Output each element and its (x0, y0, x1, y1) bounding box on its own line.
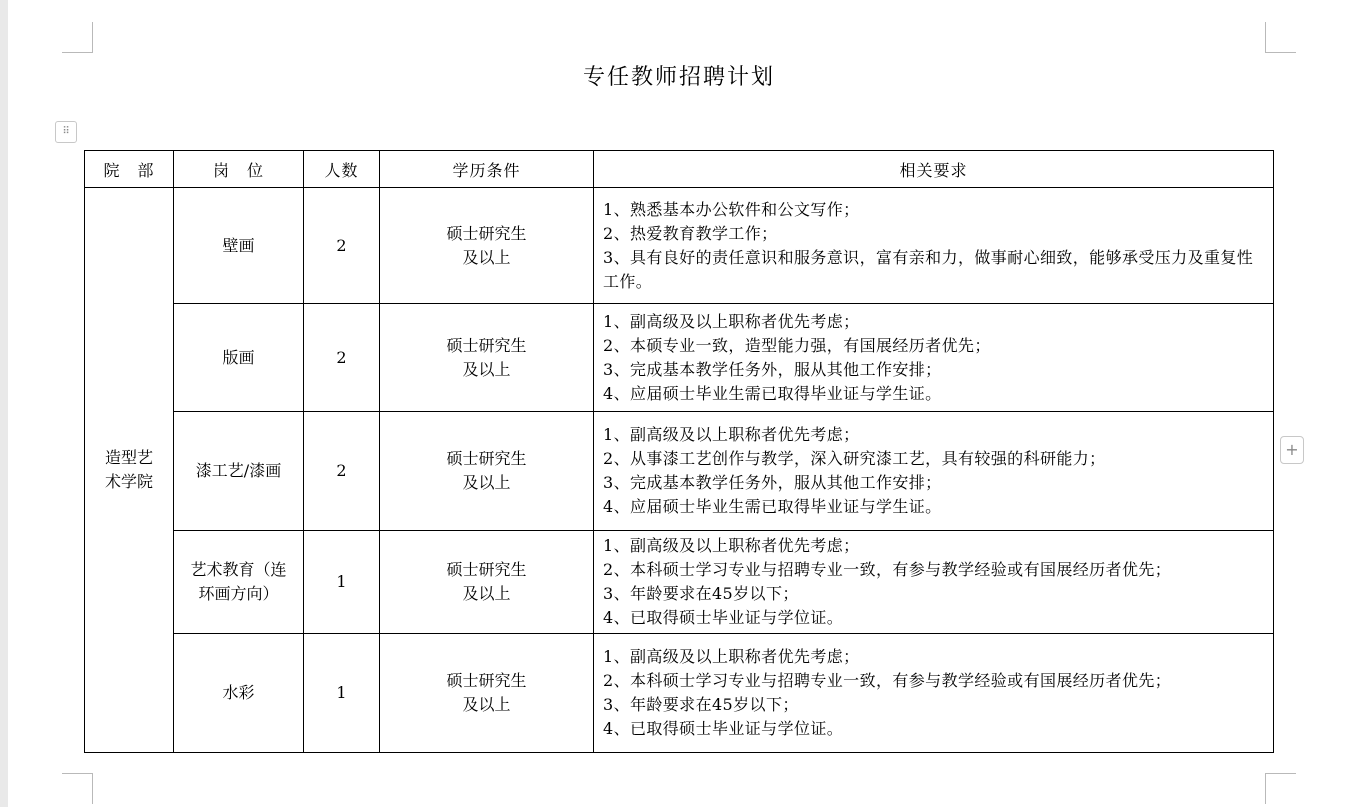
requirement-item: 2、本科硕士学习专业与招聘专业一致，有参与教学经验或有国展经历者优先； (603, 560, 1172, 579)
requirement-item: 1、副高级及以上职称者优先考虑； (603, 425, 860, 444)
page-corner-mark-top-left (62, 22, 93, 53)
table-header-row (85, 151, 1274, 188)
document-title: 专任教师招聘计划 (582, 65, 775, 90)
count-cell[interactable]: 1 (304, 634, 380, 753)
requirement-item: 4、应届硕士毕业生需已取得毕业证与学生证。 (603, 383, 942, 403)
requirements-cell[interactable] (594, 304, 1274, 412)
table-row (85, 634, 1274, 753)
education-cell[interactable] (380, 188, 594, 304)
requirement-item: 2、本科硕士学习专业与招聘专业一致，有参与教学经验或有国展经历者优先； (603, 671, 1172, 690)
requirement-item: 1、熟悉基本办公软件和公文写作； (603, 199, 860, 219)
education-line: 硕士研究生 (446, 560, 527, 579)
add-column-button[interactable]: + (1280, 436, 1304, 464)
position-cell[interactable]: 艺术教育（连环画方向） (174, 531, 304, 634)
requirement-item: 4、已取得硕士毕业证与学位证。 (603, 719, 844, 738)
requirements-cell[interactable] (594, 634, 1274, 753)
position-cell[interactable]: 漆工艺/漆画 (174, 412, 304, 531)
requirement-item: 2、热爱教育教学工作； (603, 223, 778, 243)
requirement-item: 3、年龄要求在45岁以下； (603, 695, 799, 714)
education-line: 硕士研究生 (446, 223, 527, 243)
table-row (85, 304, 1274, 412)
education-line: 及以上 (462, 247, 511, 267)
requirement-item: 3、完成基本教学任务外，服从其他工作安排； (603, 359, 942, 379)
count-cell[interactable]: 2 (304, 188, 380, 304)
header-education[interactable]: 学历条件 (380, 151, 594, 188)
education-line: 及以上 (462, 584, 511, 603)
page-corner-mark-bottom-left (62, 773, 93, 804)
requirement-item: 1、副高级及以上职称者优先考虑； (603, 536, 860, 555)
requirement-item: 1、副高级及以上职称者优先考虑； (603, 311, 860, 331)
requirements-cell[interactable] (594, 188, 1274, 304)
position-cell[interactable]: 水彩 (174, 634, 304, 753)
page-margin-strip (0, 0, 8, 807)
education-line: 硕士研究生 (446, 449, 527, 468)
count-cell[interactable]: 1 (304, 531, 380, 634)
header-requirements[interactable]: 相关要求 (594, 151, 1274, 188)
education-line: 及以上 (462, 359, 511, 379)
page-corner-mark-top-right (1265, 22, 1296, 53)
header-position[interactable]: 岗 位 (174, 151, 304, 188)
position-cell[interactable]: 壁画 (174, 188, 304, 304)
table-row (85, 531, 1274, 634)
page-corner-mark-bottom-right (1265, 773, 1296, 804)
education-line: 硕士研究生 (446, 335, 527, 355)
count-cell[interactable]: 2 (304, 412, 380, 531)
table-row (85, 188, 1274, 304)
recruitment-table (84, 150, 1274, 753)
requirement-item: 3、具有良好的责任意识和服务意识，富有亲和力，做事耐心细致，能够承受压力及重复性工作。 (603, 247, 1254, 291)
requirement-item: 4、已取得硕士毕业证与学位证。 (603, 608, 844, 627)
requirements-cell[interactable] (594, 531, 1274, 634)
education-line: 硕士研究生 (446, 671, 527, 690)
education-cell[interactable] (380, 412, 594, 531)
requirement-item: 2、从事漆工艺创作与教学，深入研究漆工艺，具有较强的科研能力； (603, 449, 1106, 468)
count-cell[interactable]: 2 (304, 304, 380, 412)
education-line: 及以上 (462, 473, 511, 492)
education-line: 及以上 (462, 695, 511, 714)
education-cell[interactable] (380, 634, 594, 753)
requirements-cell[interactable] (594, 412, 1274, 531)
position-cell[interactable]: 版画 (174, 304, 304, 412)
requirement-item: 2、本硕专业一致，造型能力强，有国展经历者优先； (603, 335, 991, 355)
header-department[interactable]: 院 部 (85, 151, 174, 188)
requirement-item: 3、年龄要求在45岁以下； (603, 584, 799, 603)
table-move-handle-icon[interactable]: ⠿ (55, 121, 77, 143)
education-cell[interactable] (380, 531, 594, 634)
requirement-item: 3、完成基本教学任务外，服从其他工作安排； (603, 473, 942, 492)
table-row (85, 412, 1274, 531)
requirement-item: 1、副高级及以上职称者优先考虑； (603, 647, 860, 666)
header-count[interactable]: 人数 (304, 151, 380, 188)
education-cell[interactable] (380, 304, 594, 412)
department-cell[interactable]: 造型艺术学院 (85, 188, 174, 753)
requirement-item: 4、应届硕士毕业生需已取得毕业证与学生证。 (603, 497, 942, 516)
